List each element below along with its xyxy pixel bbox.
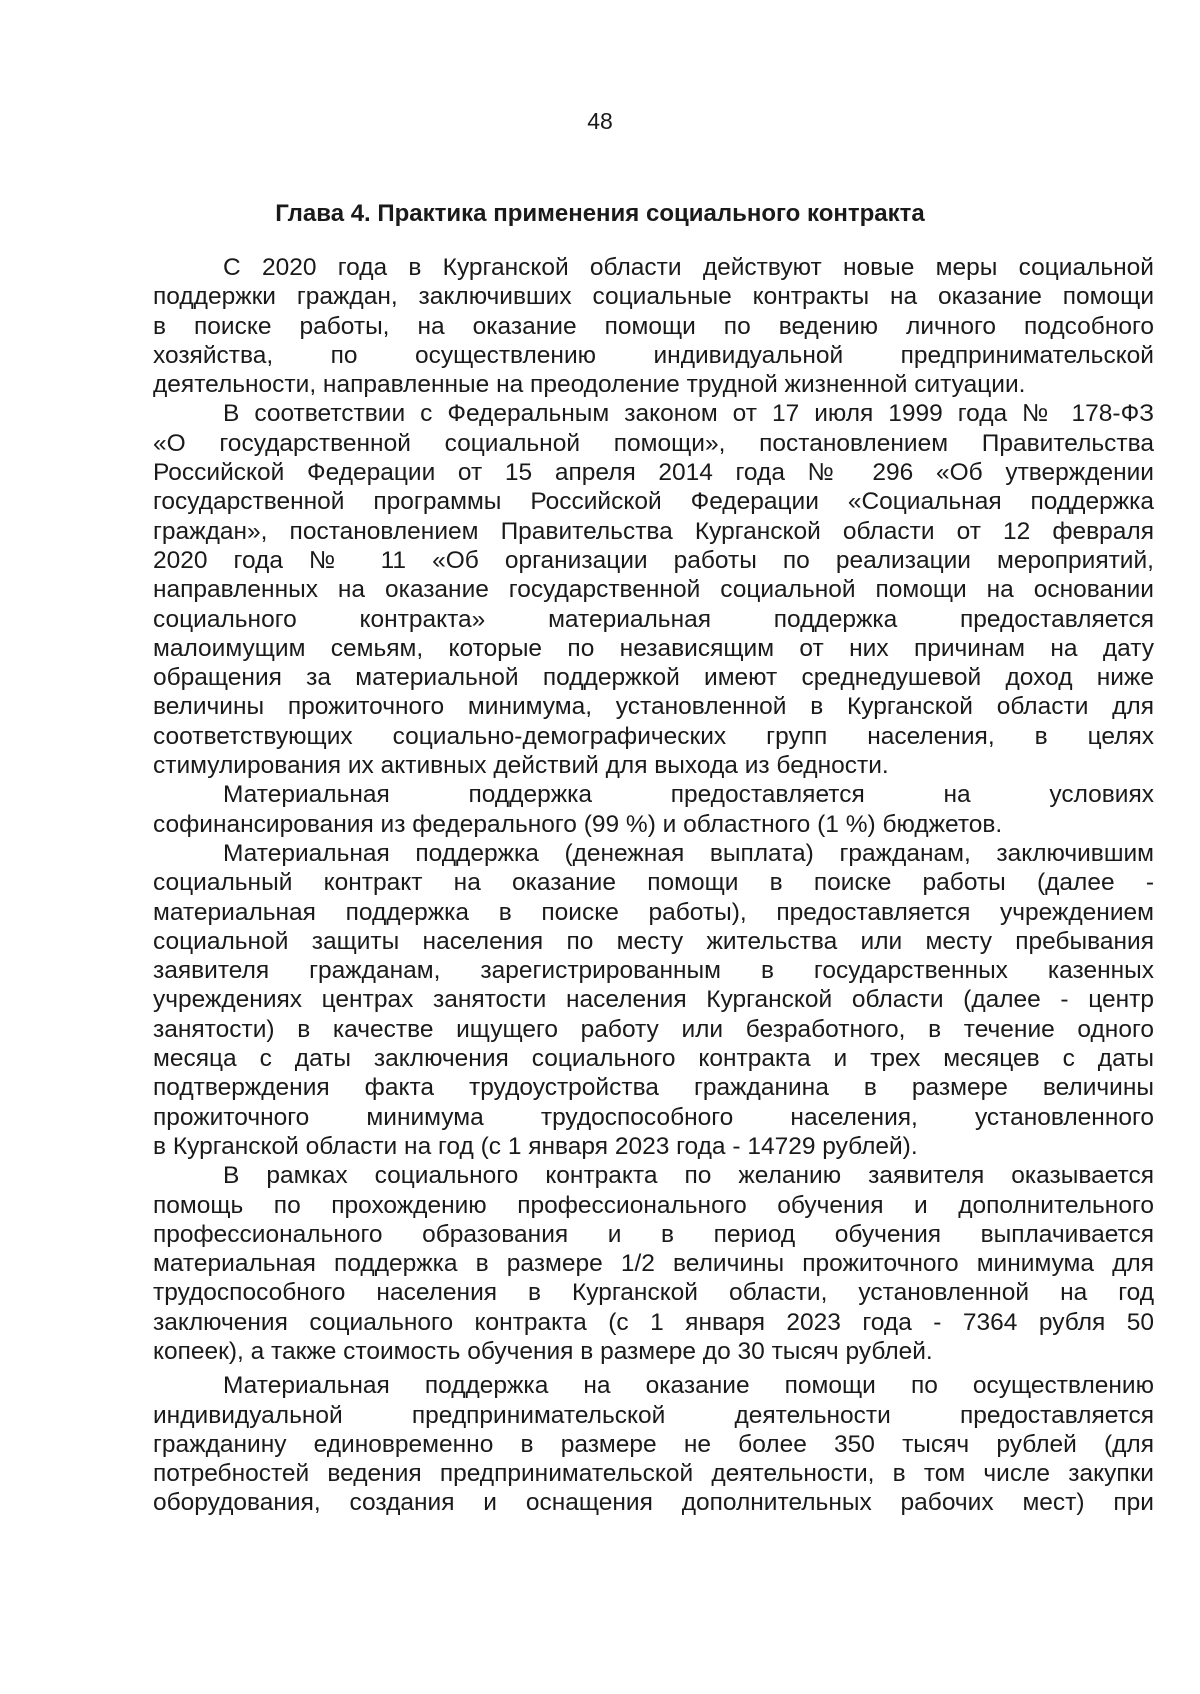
text-line: копеек), а также стоимость обучения в размере до 30 тысяч рублей. bbox=[153, 1337, 933, 1365]
text-line: гражданину единовременно в размере не более 350 тысяч рублей (для bbox=[153, 1430, 1154, 1458]
paragraph bbox=[153, 399, 1154, 780]
text-line: хозяйства, по осуществлению индивидуальной предпринимательской bbox=[153, 341, 1154, 369]
text-line: Материальная поддержка на оказание помощи по осуществлению bbox=[223, 1372, 1154, 1400]
text-line: величины прожиточного минимума, установленной в Курганской области для bbox=[153, 693, 1154, 721]
chapter-title: Глава 4. Практика применения социального контракта bbox=[275, 200, 925, 227]
text-line: заявителя гражданам, зарегистрированным в государственных казенных bbox=[153, 957, 1154, 985]
text-line: 2020 года № 11 «Об организации работы по реализации мероприятий, bbox=[153, 546, 1154, 574]
text-line: социальной защиты населения по месту жительства или месту пребывания bbox=[153, 927, 1154, 955]
text-line: оборудования, создания и оснащения дополнительных рабочих мест) при bbox=[153, 1489, 1154, 1517]
text-line: Российской Федерации от 15 апреля 2014 года № 296 «Об утверждении bbox=[153, 459, 1154, 487]
text-line: направленных на оказание государственной социальной помощи на основании bbox=[153, 576, 1154, 604]
text-line: граждан», постановлением Правительства Курганской области от 12 февраля bbox=[153, 517, 1154, 545]
text-line: Материальная поддержка (денежная выплата) гражданам, заключившим bbox=[223, 839, 1154, 867]
paragraph bbox=[153, 1371, 1154, 1517]
text-line: Материальная поддержка предоставляется на условиях bbox=[223, 781, 1154, 809]
text-line: потребностей ведения предпринимательской деятельности, в том числе закупки bbox=[153, 1460, 1154, 1488]
text-line: заключения социального контракта (с 1 января 2023 года - 7364 рубля 50 bbox=[153, 1308, 1154, 1336]
text-line: деятельности, направленные на преодоление трудной жизненной ситуации. bbox=[153, 371, 1026, 399]
text-line: С 2020 года в Курганской области действуют новые меры социальной bbox=[223, 254, 1154, 281]
text-line: малоимущим семьям, которые по независящим от них причинам на дату bbox=[153, 634, 1154, 662]
text-line: стимулирования их активных действий для выхода из бедности. bbox=[153, 752, 889, 780]
text-line: социальный контракт на оказание помощи в поиске работы (далее - bbox=[153, 869, 1154, 897]
text-line: в поиске работы, на оказание помощи по ведению личного подсобного bbox=[153, 312, 1154, 340]
paragraph bbox=[153, 839, 1154, 1161]
text-line: поддержки граждан, заключивших социальные контракты на оказание помощи bbox=[153, 283, 1154, 311]
paragraph bbox=[153, 780, 1154, 839]
paragraph bbox=[153, 253, 1154, 399]
text-line: учреждениях центрах занятости населения Курганской области (далее - центр bbox=[153, 986, 1154, 1014]
text-line: В рамках социального контракта по желанию заявителя оказывается bbox=[223, 1162, 1154, 1190]
text-line: государственной программы Российской Федерации «Социальная поддержка bbox=[153, 488, 1154, 516]
paragraph bbox=[153, 1161, 1154, 1366]
text-line: софинансирования из федерального (99 %) и областного (1 %) бюджетов. bbox=[153, 810, 1003, 838]
text-line: материальная поддержка в размере 1/2 величины прожиточного минимума для bbox=[153, 1250, 1154, 1278]
text-line: трудоспособного населения в Курганской области, установленной на год bbox=[153, 1279, 1154, 1307]
body-text bbox=[153, 253, 1154, 1518]
text-line: обращения за материальной поддержкой имеют среднедушевой доход ниже bbox=[153, 664, 1154, 692]
text-line: подтверждения факта трудоустройства гражданина в размере величины bbox=[153, 1074, 1154, 1102]
page-number: 48 bbox=[587, 108, 613, 134]
text-line: социального контракта» материальная поддержка предоставляется bbox=[153, 605, 1154, 633]
text-line: материальная поддержка в поиске работы), предоставляется учреждением bbox=[153, 898, 1154, 926]
text-line: помощь по прохождению профессионального обучения и дополнительного bbox=[153, 1191, 1154, 1219]
text-line: «О государственной социальной помощи», постановлением Правительства bbox=[153, 429, 1154, 457]
text-line: соответствующих социально-демографических групп населения, в целях bbox=[153, 722, 1154, 750]
text-line: прожиточного минимума трудоспособного населения, установленного bbox=[153, 1103, 1154, 1131]
text-line: В соответствии с Федеральным законом от 17 июля 1999 года № 178-ФЗ bbox=[223, 400, 1154, 428]
text-line: занятости) в качестве ищущего работу или безработного, в течение одного bbox=[153, 1015, 1154, 1043]
text-line: месяца с даты заключения социального контракта и трех месяцев с даты bbox=[153, 1045, 1154, 1073]
text-line: профессионального образования и в период обучения выплачивается bbox=[153, 1220, 1154, 1248]
text-line: в Курганской области на год (с 1 января 2023 года - 14729 рублей). bbox=[153, 1132, 918, 1160]
text-line: индивидуальной предпринимательской деятельности предоставляется bbox=[153, 1401, 1154, 1429]
